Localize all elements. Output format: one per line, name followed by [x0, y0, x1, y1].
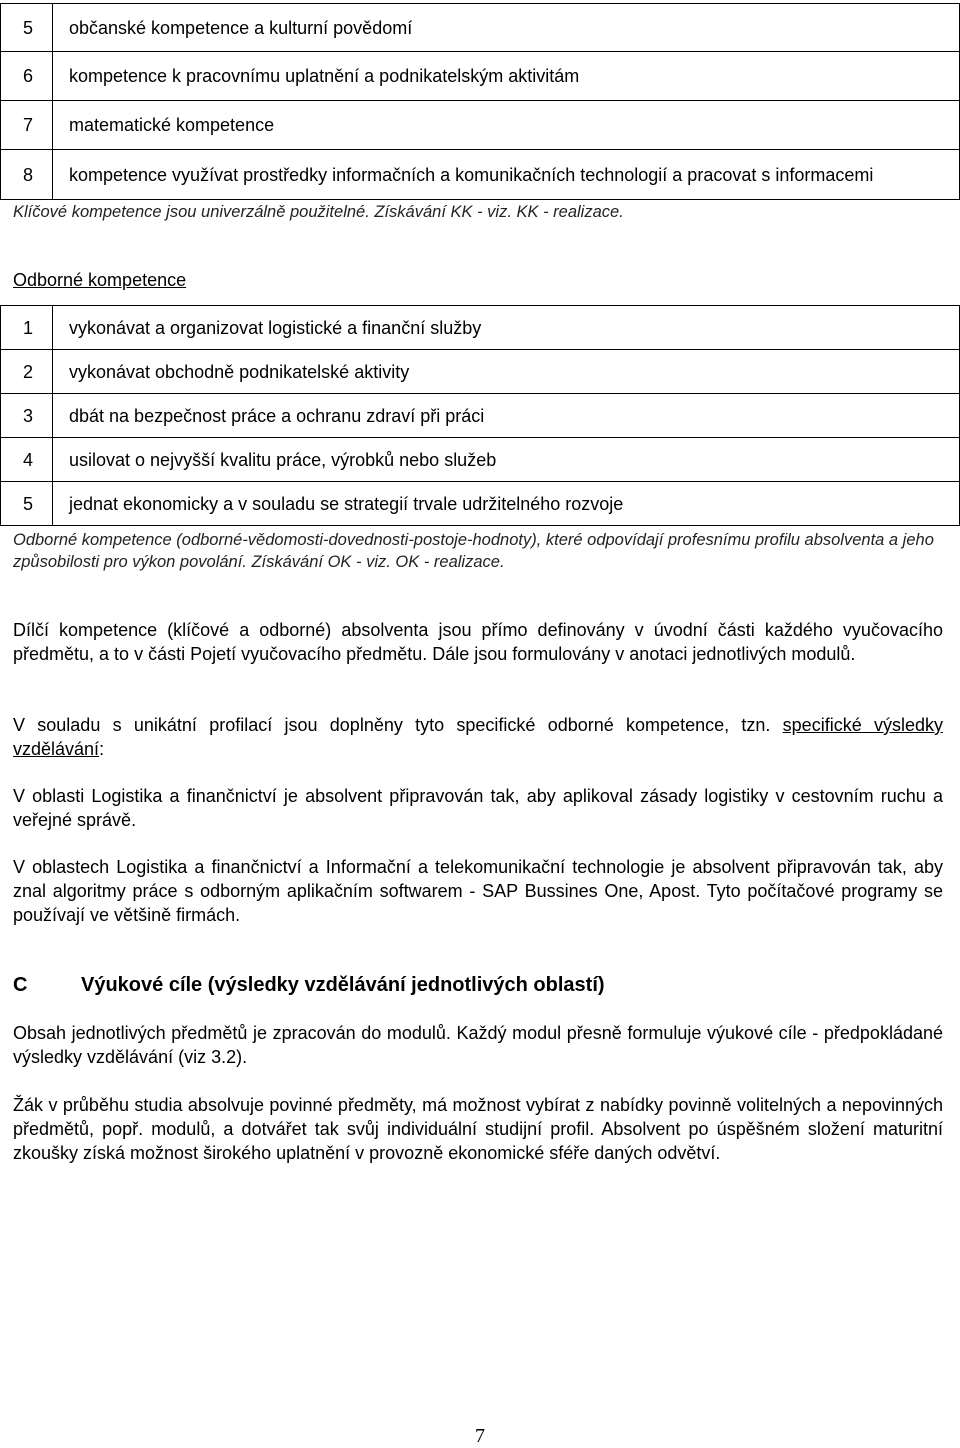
table-row — [1, 482, 960, 526]
row-text: vykonávat a organizovat logistické a finanční služby — [53, 306, 960, 350]
row-number: 6 — [1, 52, 53, 101]
paragraph-specific-competences — [13, 713, 943, 761]
paragraph-partial-competences: Dílčí kompetence (klíčové a odborné) absolventa jsou přímo definovány v úvodní části každého vyučovacího předmětu, a to v části Pojetí vyučovacího předmětu. Dále jsou formulovány v anotaci jednotlivých modulů. — [13, 620, 943, 664]
specific-results-link-text: specifické výsledky vzdělávání — [13, 715, 943, 759]
paragraph-logistics: V oblasti Logistika a finančnictví je absolvent připravován tak, aby aplikoval zásady logistiky v cestovním ruchu a veřejné správě. — [13, 786, 943, 830]
paragraph-text: V souladu s unikátní profilací jsou doplněny tyto specifické odborné kompetence, tzn. — [13, 715, 783, 735]
paragraph-tail: : — [99, 739, 105, 759]
row-number: 8 — [1, 150, 53, 200]
row-text: kompetence k pracovnímu uplatnění a podnikatelským aktivitám — [53, 52, 960, 101]
section-title: Výukové cíle (výsledky vzdělávání jednotlivých oblastí) — [81, 974, 605, 996]
row-number: 4 — [1, 438, 53, 482]
row-text: jednat ekonomicky a v souladu se strategií trvale udržitelného rozvoje — [53, 482, 960, 526]
row-number: 7 — [1, 101, 53, 150]
row-text: matematické kompetence — [53, 101, 960, 150]
table-row — [1, 350, 960, 394]
row-text: kompetence využívat prostředky informačních a komunikačních technologií a pracovat s informacemi — [53, 150, 960, 200]
section-c-heading — [13, 972, 605, 998]
section-letter: C — [13, 974, 28, 996]
table-row — [1, 394, 960, 438]
row-number: 1 — [1, 306, 53, 350]
row-number: 3 — [1, 394, 53, 438]
table-row — [1, 101, 960, 150]
paragraph-study-profile: Žák v průběhu studia absolvuje povinné předměty, má možnost vybírat z nabídky povinně volitelných a nepovinných předmětů, popř. modulů, a dotvářet tak svůj individuální studijní profil. Absolvent po úspěšném složení maturitní zkoušky získá možnost širokého uplatnění v provozně ekonomické sféře daných odvětví. — [13, 1095, 943, 1163]
table-row — [1, 4, 960, 52]
table-row — [1, 438, 960, 482]
table-row — [1, 306, 960, 350]
row-text: občanské kompetence a kulturní povědomí — [53, 4, 960, 52]
row-text: vykonávat obchodně podnikatelské aktivity — [53, 350, 960, 394]
table-row — [1, 150, 960, 200]
professional-competences-title: Odborné kompetence — [13, 270, 187, 290]
row-text: dbát na bezpečnost práce a ochranu zdraví při práci — [53, 394, 960, 438]
paragraph-modules: Obsah jednotlivých předmětů je zpracován do modulů. Každý modul přesně formuluje výukové cíle - předpokládané výsledky vzdělávání (viz 3.2). — [13, 1023, 943, 1067]
page-number: 7 — [475, 1425, 485, 1447]
key-competences-table — [0, 3, 960, 200]
paragraph-software: V oblastech Logistika a finančnictví a Informační a telekomunikační technologie je absolvent připravován tak, aby znal algoritmy práce s odborným aplikačním softwarem - SAP Bussines One, Apost. Tyto počítačové programy se používají ve většině firmách. — [13, 857, 943, 925]
table-row — [1, 52, 960, 101]
professional-competences-table — [0, 305, 960, 526]
row-number: 2 — [1, 350, 53, 394]
key-competences-note: Klíčové kompetence jsou univerzálně použitelné. Získávání KK - viz. KK - realizace. — [13, 203, 624, 221]
row-number: 5 — [1, 4, 53, 52]
professional-competences-note: Odborné kompetence (odborné-vědomosti-dovednosti-postoje-hodnoty), které odpovídají profesnímu profilu absolventa a jeho způsobilosti pro výkon povolání. Získávání OK - viz. OK - realizace. — [13, 531, 934, 571]
row-number: 5 — [1, 482, 53, 526]
row-text: usilovat o nejvyšší kvalitu práce, výrobků nebo služeb — [53, 438, 960, 482]
